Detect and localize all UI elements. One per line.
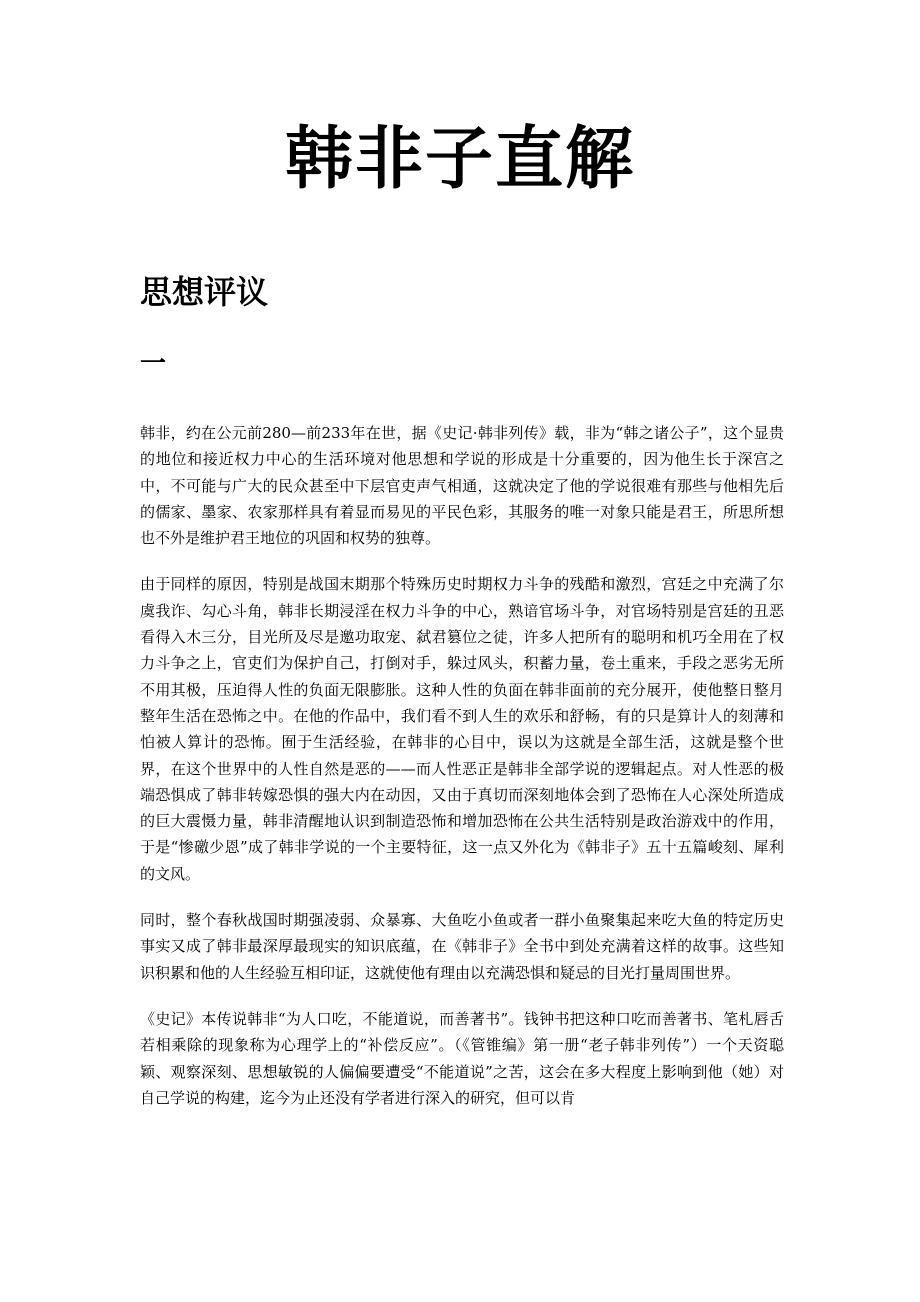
paragraph: 韩非，约在公元前280—前233年在世，据《史记·韩非列传》载，非为“韩之诸公子”，这个显贵的地位和接近权力中心的生活环境对他思想和学说的形成是十分重要的，因为他生长于深宫之中，不可能与广大的民众甚至中下层官吏声气相通，这就决定了他的学说很难有那些与他相先后的儒家、墨家、农家那样具有着显而易见的平民色彩，其服务的唯一对象只能是君王，所思所想也不外是维护君王地位的巩固和权势的独尊。 xyxy=(140,424,784,548)
paragraph: 《史记》本传说韩非“为人口吃，不能道说，而善著书”。钱钟书把这种口吃而善著书、笔札唇舌若相乘除的现象称为心理学上的“补偿反应”。（《管锥编》第一册“老子韩非列传”）一个天资聪颖、观察深刻、思想敏锐的人偏偏要遭受“不能道说”之苦，这会在多大程度上影响到他（她）对自己学说的构建，迄今为止还没有学者进行深入的研究，但可以肯 xyxy=(140,1009,784,1107)
subsection-number: 一 xyxy=(140,349,167,379)
paragraph: 同时，整个春秋战国时期强凌弱、众暴寡、大鱼吃小鱼或者一群小鱼聚集起来吃大鱼的特定历史事实又成了韩非最深厚最现实的知识底蕴，在《韩非子》全书中到处充满着这样的故事。这些知识积累和他的人生经验互相印证，这就使他有理由以充满恐惧和疑忌的目光打量周围世界。 xyxy=(140,911,784,982)
paragraph: 由于同样的原因，特别是战国末期那个特殊历史时期权力斗争的残酷和激烈，宫廷之中充满了尔虞我诈、勾心斗角，韩非长期浸淫在权力斗争的中心，熟谙官场斗争，对官场特别是宫廷的丑恶看得入木三分，目光所及尽是邀功取宠、弑君篡位之徒，许多人把所有的聪明和机巧全用在了权力斗争之上，官吏们为保护自己，打倒对手，躲过风头，积蓄力量，卷土重来，手段之恶劣无所不用其极，压迫得人性的负面无限膨胀。这种人性的负面在韩非面前的充分展开，使他整日整月整年生活在恐怖之中。在他的作品中，我们看不到人生的欢乐和舒畅，有的只是算计人的刻薄和怕被人算计的恐怖。囿于生活经验，在韩非的心目中，误以为这就是全部生活，这就是整个世界，在这个世界中的人性自然是恶的——而人性恶正是韩非全部学说的逻辑起点。对人性恶的极端恐惧成了韩非转嫁恐惧的强大内在动因，又由于真切而深刻地体会到了恐怖在人心深处所造成的巨大震慑力量，韩非清醒地认识到制造恐怖和增加恐怖在公共生活特别是政治游戏中的作用，于是“惨礉少恩”成了韩非学说的一个主要特征，这一点又外化为《韩非子》五十五篇峻刻、犀利的文风。 xyxy=(140,575,784,883)
body-text xyxy=(140,420,784,1131)
document-title: 韩非子直解 xyxy=(284,120,635,199)
section-heading: 思想评议 xyxy=(140,273,269,311)
